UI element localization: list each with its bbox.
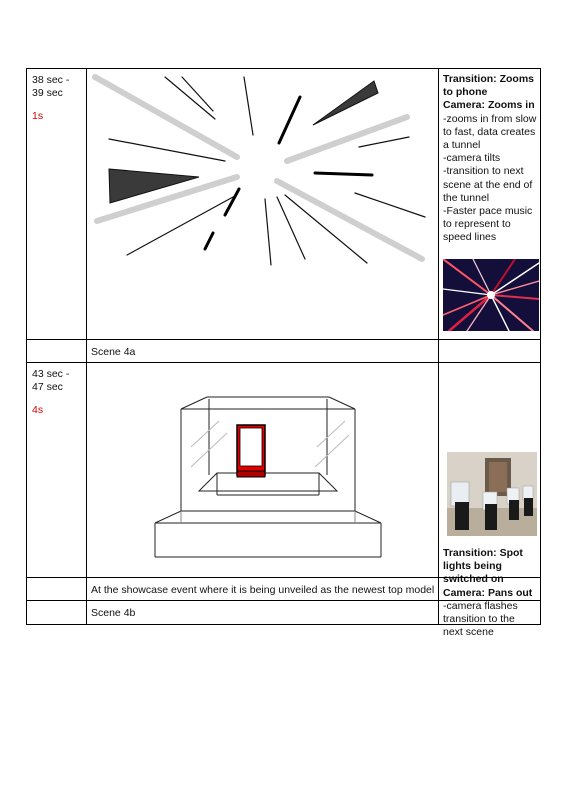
museum-display-cases-image (447, 452, 537, 536)
speed-wedge (109, 169, 199, 203)
notes-cell (439, 69, 540, 339)
note-line: -camera tilts (443, 152, 501, 165)
speed-line (244, 77, 253, 135)
speed-line (225, 189, 239, 215)
note-line: -zooms in from slow to fast, data creates a tunnel (443, 112, 537, 152)
caption-cell (87, 578, 439, 600)
speed-line (315, 173, 372, 175)
speed-line (277, 197, 305, 259)
speed-wedge (313, 81, 378, 125)
speed-lines-tunnel-image (443, 259, 539, 331)
empty-cell (27, 578, 87, 600)
frame-cell (87, 69, 439, 339)
time-cell (27, 69, 87, 339)
note-line: -transition to next scene at the end of the tunnel (443, 165, 533, 204)
scene-cell (87, 601, 439, 624)
speed-line (265, 199, 271, 265)
display-case-sketch (87, 363, 437, 577)
speed-line (277, 181, 422, 259)
timecode: 43 sec - 47 sec (32, 368, 70, 393)
frame-cell (87, 363, 439, 577)
speed-line (359, 137, 409, 147)
duration: 4s (32, 404, 44, 416)
timecode: 38 sec - 39 sec (32, 74, 70, 99)
speed-line (182, 77, 213, 111)
camera-text: Camera: Zooms in (443, 99, 535, 112)
empty-cell (439, 340, 540, 362)
empty-cell (439, 601, 540, 624)
storyboard-row-2 (26, 339, 541, 363)
speed-line (355, 193, 425, 217)
time-cell (27, 363, 87, 577)
note-line: -camera flashes transition to the next scene (443, 599, 518, 639)
empty-cell (439, 578, 540, 600)
scene-cell (87, 340, 439, 362)
speed-line (165, 77, 215, 119)
empty-cell (27, 601, 87, 624)
scene-label: Scene 4a (91, 346, 136, 358)
storyboard-row-5 (26, 600, 541, 625)
scene-label: Scene 4b (91, 607, 136, 619)
camera-text: Camera: Pans out (443, 586, 533, 599)
empty-cell (27, 340, 87, 362)
notes (439, 69, 540, 245)
scene-caption: At the showcase event where it is being unveiled as the newest top model (91, 584, 435, 596)
notes-cell (439, 363, 540, 639)
speed-line (287, 117, 407, 161)
speed-line (205, 233, 213, 249)
transition-text: Transition: Spot lights being switched on (443, 547, 523, 586)
phone-figure (237, 425, 265, 477)
speed-line (279, 97, 300, 143)
storyboard-row-1 (26, 68, 541, 340)
speed-lines-sketch (87, 69, 437, 339)
transition-text: Transition: Zooms to phone (443, 73, 535, 99)
duration: 1s (32, 110, 44, 122)
note-line: -Faster pace music to represent to speed lines (443, 205, 533, 244)
speed-line (95, 77, 237, 157)
storyboard-row-4 (26, 577, 541, 601)
